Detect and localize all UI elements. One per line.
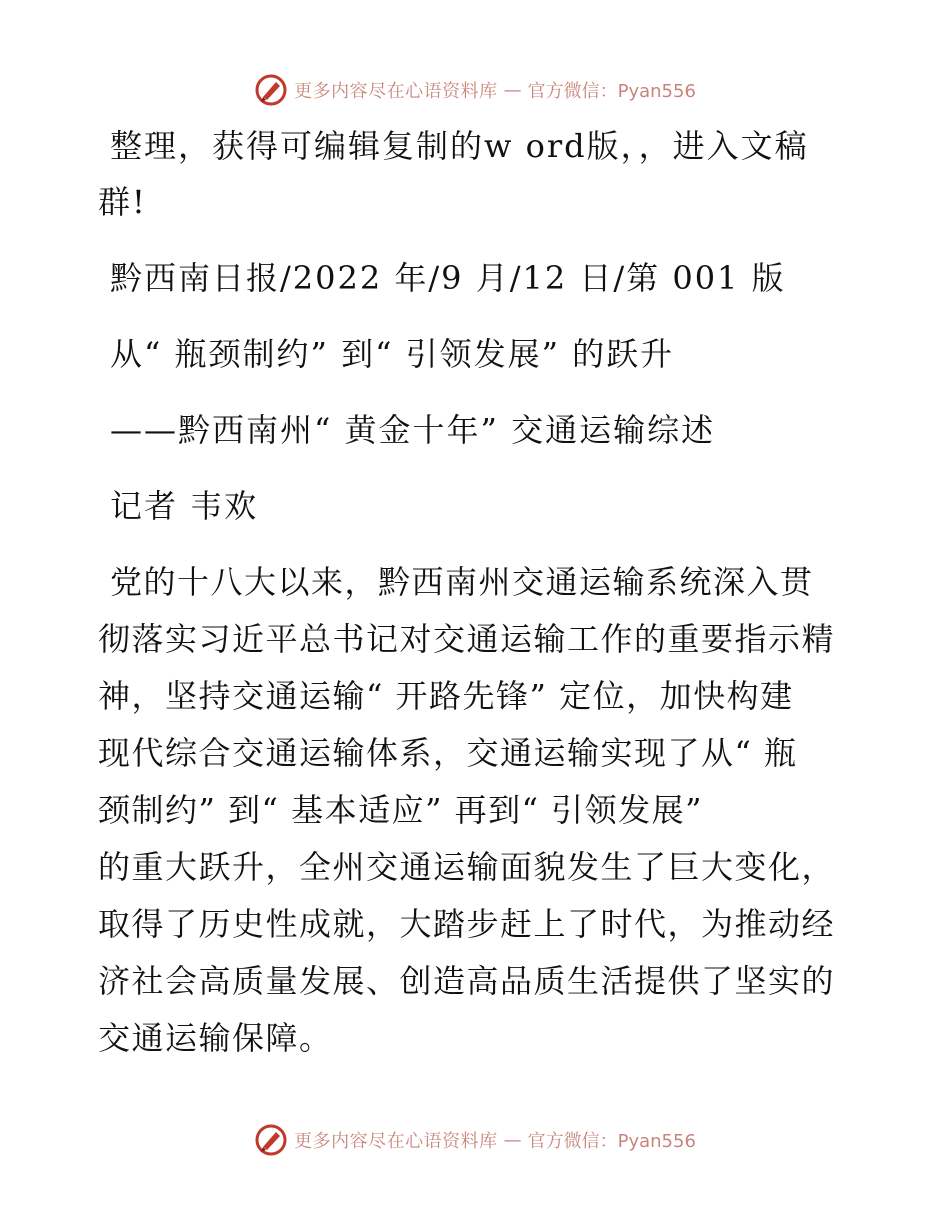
paragraph-line: 神，坚持交通运输“ 开路先锋” 定位，加快构建 [98, 677, 794, 715]
article-title: 从“ 瓶颈制约” 到“ 引领发展” 的跃升 [110, 335, 675, 373]
paragraph-line: 交通运输保障。 [98, 1019, 333, 1057]
watermark-site-text: 更多内容尽在心语资料库 [294, 1131, 498, 1152]
intro-line: 群! [98, 183, 147, 221]
watermark-separator: — [503, 1129, 522, 1151]
article-paragraph [98, 554, 858, 1067]
watermark-footer [0, 1120, 950, 1160]
watermark-separator: — [503, 79, 522, 101]
article-subtitle: ——黔西南州“ 黄金十年” 交通运输综述 [110, 411, 716, 449]
paragraph-line: 现代综合交通运输体系，交通运输实现了从“ 瓶 [98, 734, 798, 772]
pen-seal-logo-icon [254, 1123, 288, 1157]
pen-seal-logo-icon [254, 73, 288, 107]
paragraph-line: 取得了历史性成就，大踏步赶上了时代，为推动经 [98, 905, 836, 943]
byline: 记者 韦欢 [110, 487, 259, 525]
watermark-contact: 官方微信：Pyan556 [527, 1131, 696, 1152]
watermark-header [0, 70, 950, 110]
source-line: 黔西南日报/2022 年/9 月/12 日/第 001 版 [110, 259, 786, 297]
intro-line: 整理，获得可编辑复制的w ord版，，进入文稿 [110, 127, 809, 165]
paragraph-line: 党的十八大以来，黔西南州交通运输系统深入贯 [110, 563, 814, 601]
watermark-contact: 官方微信：Pyan556 [527, 81, 696, 102]
document-body [98, 118, 858, 1067]
paragraph-line: 济社会高质量发展、创造高品质生活提供了坚实的 [98, 962, 836, 1000]
paragraph-line: 颈制约” 到“ 基本适应” 再到“ 引领发展” [98, 791, 703, 829]
paragraph-line: 彻落实习近平总书记对交通运输工作的重要指示精 [98, 620, 836, 658]
watermark-site-text: 更多内容尽在心语资料库 [294, 81, 498, 102]
paragraph-line: 的重大跃升，全州交通运输面貌发生了巨大变化， [98, 848, 836, 886]
